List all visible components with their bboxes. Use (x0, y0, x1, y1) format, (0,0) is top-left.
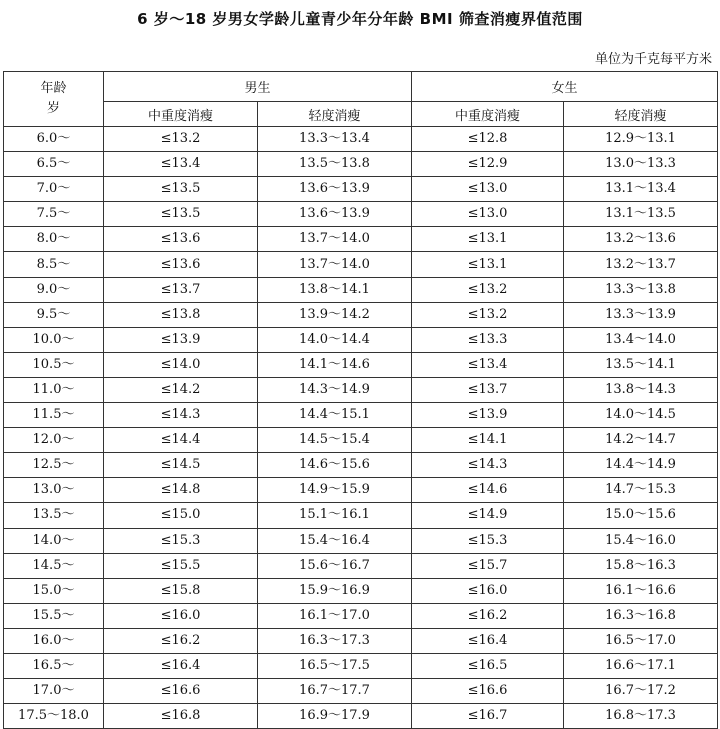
male-moderate-severe-cell: ≤14.0 (104, 352, 258, 377)
male-mild-cell: 13.5～13.8 (258, 152, 412, 177)
table-body (4, 127, 718, 729)
male-moderate-severe-cell: ≤16.6 (104, 679, 258, 704)
age-cell: 15.5～ (4, 603, 104, 628)
male-moderate-severe-cell: ≤14.8 (104, 478, 258, 503)
female-mild-header: 轻度消瘦 (564, 102, 718, 127)
female-moderate-severe-cell: ≤15.7 (412, 553, 564, 578)
female-moderate-severe-cell: ≤13.0 (412, 202, 564, 227)
female-mild-cell: 13.1～13.4 (564, 177, 718, 202)
table-row (4, 679, 718, 704)
table-row (4, 377, 718, 402)
age-cell: 14.0～ (4, 528, 104, 553)
female-moderate-severe-cell: ≤13.1 (412, 252, 564, 277)
male-mild-cell: 16.7～17.7 (258, 679, 412, 704)
age-cell: 7.5～ (4, 202, 104, 227)
female-mild-cell: 13.2～13.7 (564, 252, 718, 277)
age-cell: 13.0～ (4, 478, 104, 503)
female-mild-cell: 13.5～14.1 (564, 352, 718, 377)
age-cell: 9.0～ (4, 277, 104, 302)
male-mild-cell: 14.9～15.9 (258, 478, 412, 503)
female-moderate-severe-cell: ≤14.6 (412, 478, 564, 503)
male-mild-cell: 14.6～15.6 (258, 453, 412, 478)
table-row (4, 127, 718, 152)
male-moderate-severe-cell: ≤14.3 (104, 403, 258, 428)
female-mild-cell: 14.2～14.7 (564, 428, 718, 453)
female-mild-cell: 13.4～14.0 (564, 327, 718, 352)
table-row (4, 553, 718, 578)
table-row (4, 302, 718, 327)
male-mild-cell: 13.6～13.9 (258, 202, 412, 227)
female-mild-cell: 15.8～16.3 (564, 553, 718, 578)
male-moderate-severe-cell: ≤13.7 (104, 277, 258, 302)
male-moderate-severe-header: 中重度消瘦 (104, 102, 258, 127)
male-mild-cell: 13.3～13.4 (258, 127, 412, 152)
female-moderate-severe-cell: ≤12.8 (412, 127, 564, 152)
male-mild-cell: 14.5～15.4 (258, 428, 412, 453)
female-mild-cell: 16.5～17.0 (564, 628, 718, 653)
table-row (4, 628, 718, 653)
male-moderate-severe-cell: ≤16.4 (104, 653, 258, 678)
table-row (4, 152, 718, 177)
female-moderate-severe-cell: ≤13.0 (412, 177, 564, 202)
male-mild-cell: 14.4～15.1 (258, 403, 412, 428)
table-row (4, 277, 718, 302)
male-moderate-severe-cell: ≤14.4 (104, 428, 258, 453)
female-mild-cell: 16.6～17.1 (564, 653, 718, 678)
table-row (4, 177, 718, 202)
age-cell: 14.5～ (4, 553, 104, 578)
male-moderate-severe-cell: ≤15.0 (104, 503, 258, 528)
table-row (4, 578, 718, 603)
male-moderate-severe-cell: ≤15.8 (104, 578, 258, 603)
age-cell: 12.0～ (4, 428, 104, 453)
male-moderate-severe-cell: ≤13.4 (104, 152, 258, 177)
table-row (4, 202, 718, 227)
female-mild-cell: 16.1～16.6 (564, 578, 718, 603)
table-row (4, 327, 718, 352)
age-header-line1: 年龄 (40, 81, 67, 96)
female-mild-cell: 13.3～13.8 (564, 277, 718, 302)
age-cell: 7.0～ (4, 177, 104, 202)
table-row (4, 403, 718, 428)
male-mild-cell: 16.5～17.5 (258, 653, 412, 678)
age-cell: 12.5～ (4, 453, 104, 478)
female-moderate-severe-cell: ≤16.4 (412, 628, 564, 653)
female-moderate-severe-cell: ≤13.7 (412, 377, 564, 402)
female-moderate-severe-cell: ≤15.3 (412, 528, 564, 553)
table-row (4, 352, 718, 377)
age-header (4, 72, 104, 127)
age-cell: 16.5～ (4, 653, 104, 678)
female-moderate-severe-cell: ≤13.1 (412, 227, 564, 252)
male-moderate-severe-cell: ≤16.0 (104, 603, 258, 628)
age-cell: 8.5～ (4, 252, 104, 277)
table-row (4, 603, 718, 628)
female-mild-cell: 15.0～15.6 (564, 503, 718, 528)
age-header-line2: 岁 (46, 101, 60, 116)
male-mild-cell: 15.6～16.7 (258, 553, 412, 578)
female-moderate-severe-cell: ≤13.9 (412, 403, 564, 428)
female-moderate-severe-cell: ≤16.6 (412, 679, 564, 704)
age-cell: 17.0～ (4, 679, 104, 704)
male-mild-cell: 16.9～17.9 (258, 704, 412, 729)
female-moderate-severe-cell: ≤13.3 (412, 327, 564, 352)
female-mild-cell: 13.2～13.6 (564, 227, 718, 252)
table-row (4, 227, 718, 252)
male-moderate-severe-cell: ≤14.5 (104, 453, 258, 478)
female-mild-cell: 16.8～17.3 (564, 704, 718, 729)
female-moderate-severe-cell: ≤13.2 (412, 277, 564, 302)
age-cell: 10.5～ (4, 352, 104, 377)
female-moderate-severe-cell: ≤16.0 (412, 578, 564, 603)
female-mild-cell: 13.3～13.9 (564, 302, 718, 327)
female-moderate-severe-cell: ≤16.7 (412, 704, 564, 729)
male-mild-cell: 13.7～14.0 (258, 252, 412, 277)
bmi-thinness-table (3, 71, 718, 729)
female-mild-cell: 15.4～16.0 (564, 528, 718, 553)
female-mild-cell: 13.0～13.3 (564, 152, 718, 177)
male-mild-cell: 13.6～13.9 (258, 177, 412, 202)
age-cell: 11.5～ (4, 403, 104, 428)
male-moderate-severe-cell: ≤13.6 (104, 252, 258, 277)
age-cell: 11.0～ (4, 377, 104, 402)
female-mild-cell: 16.7～17.2 (564, 679, 718, 704)
female-moderate-severe-cell: ≤14.3 (412, 453, 564, 478)
male-moderate-severe-cell: ≤13.8 (104, 302, 258, 327)
male-mild-cell: 15.9～16.9 (258, 578, 412, 603)
female-moderate-severe-cell: ≤13.2 (412, 302, 564, 327)
unit-note: 单位为千克每平方米 (594, 52, 712, 67)
female-mild-cell: 13.8～14.3 (564, 377, 718, 402)
male-mild-cell: 14.0～14.4 (258, 327, 412, 352)
age-cell: 8.0～ (4, 227, 104, 252)
male-moderate-severe-cell: ≤15.3 (104, 528, 258, 553)
female-mild-cell: 14.0～14.5 (564, 403, 718, 428)
male-moderate-severe-cell: ≤13.9 (104, 327, 258, 352)
age-cell: 6.5～ (4, 152, 104, 177)
female-moderate-severe-cell: ≤16.5 (412, 653, 564, 678)
male-moderate-severe-cell: ≤13.5 (104, 177, 258, 202)
male-mild-cell: 14.3～14.9 (258, 377, 412, 402)
male-mild-header: 轻度消瘦 (258, 102, 412, 127)
male-moderate-severe-cell: ≤13.2 (104, 127, 258, 152)
female-header: 女生 (412, 72, 718, 102)
male-mild-cell: 13.8～14.1 (258, 277, 412, 302)
female-moderate-severe-cell: ≤13.4 (412, 352, 564, 377)
table-row (4, 453, 718, 478)
female-mild-cell: 14.7～15.3 (564, 478, 718, 503)
female-moderate-severe-cell: ≤16.2 (412, 603, 564, 628)
male-moderate-severe-cell: ≤14.2 (104, 377, 258, 402)
table-row (4, 428, 718, 453)
table-row (4, 503, 718, 528)
male-mild-cell: 13.9～14.2 (258, 302, 412, 327)
male-mild-cell: 16.3～17.3 (258, 628, 412, 653)
female-moderate-severe-header: 中重度消瘦 (412, 102, 564, 127)
female-moderate-severe-cell: ≤14.9 (412, 503, 564, 528)
male-header: 男生 (104, 72, 412, 102)
male-moderate-severe-cell: ≤16.8 (104, 704, 258, 729)
table-row (4, 704, 718, 729)
table-row (4, 653, 718, 678)
age-cell: 15.0～ (4, 578, 104, 603)
document-title: 6 岁～18 岁男女学龄儿童青少年分年龄 BMI 筛查消瘦界值范围 (137, 10, 583, 28)
male-moderate-severe-cell: ≤13.5 (104, 202, 258, 227)
table-row (4, 252, 718, 277)
age-cell: 9.5～ (4, 302, 104, 327)
age-cell: 6.0～ (4, 127, 104, 152)
age-cell: 10.0～ (4, 327, 104, 352)
male-mild-cell: 13.7～14.0 (258, 227, 412, 252)
female-mild-cell: 13.1～13.5 (564, 202, 718, 227)
male-mild-cell: 16.1～17.0 (258, 603, 412, 628)
male-mild-cell: 15.1～16.1 (258, 503, 412, 528)
female-moderate-severe-cell: ≤12.9 (412, 152, 564, 177)
male-mild-cell: 14.1～14.6 (258, 352, 412, 377)
female-mild-cell: 14.4～14.9 (564, 453, 718, 478)
male-moderate-severe-cell: ≤13.6 (104, 227, 258, 252)
male-moderate-severe-cell: ≤16.2 (104, 628, 258, 653)
female-mild-cell: 16.3～16.8 (564, 603, 718, 628)
age-cell: 13.5～ (4, 503, 104, 528)
age-cell: 17.5～18.0 (4, 704, 104, 729)
female-mild-cell: 12.9～13.1 (564, 127, 718, 152)
male-moderate-severe-cell: ≤15.5 (104, 553, 258, 578)
table-row (4, 528, 718, 553)
female-moderate-severe-cell: ≤14.1 (412, 428, 564, 453)
male-mild-cell: 15.4～16.4 (258, 528, 412, 553)
age-cell: 16.0～ (4, 628, 104, 653)
table-row (4, 478, 718, 503)
